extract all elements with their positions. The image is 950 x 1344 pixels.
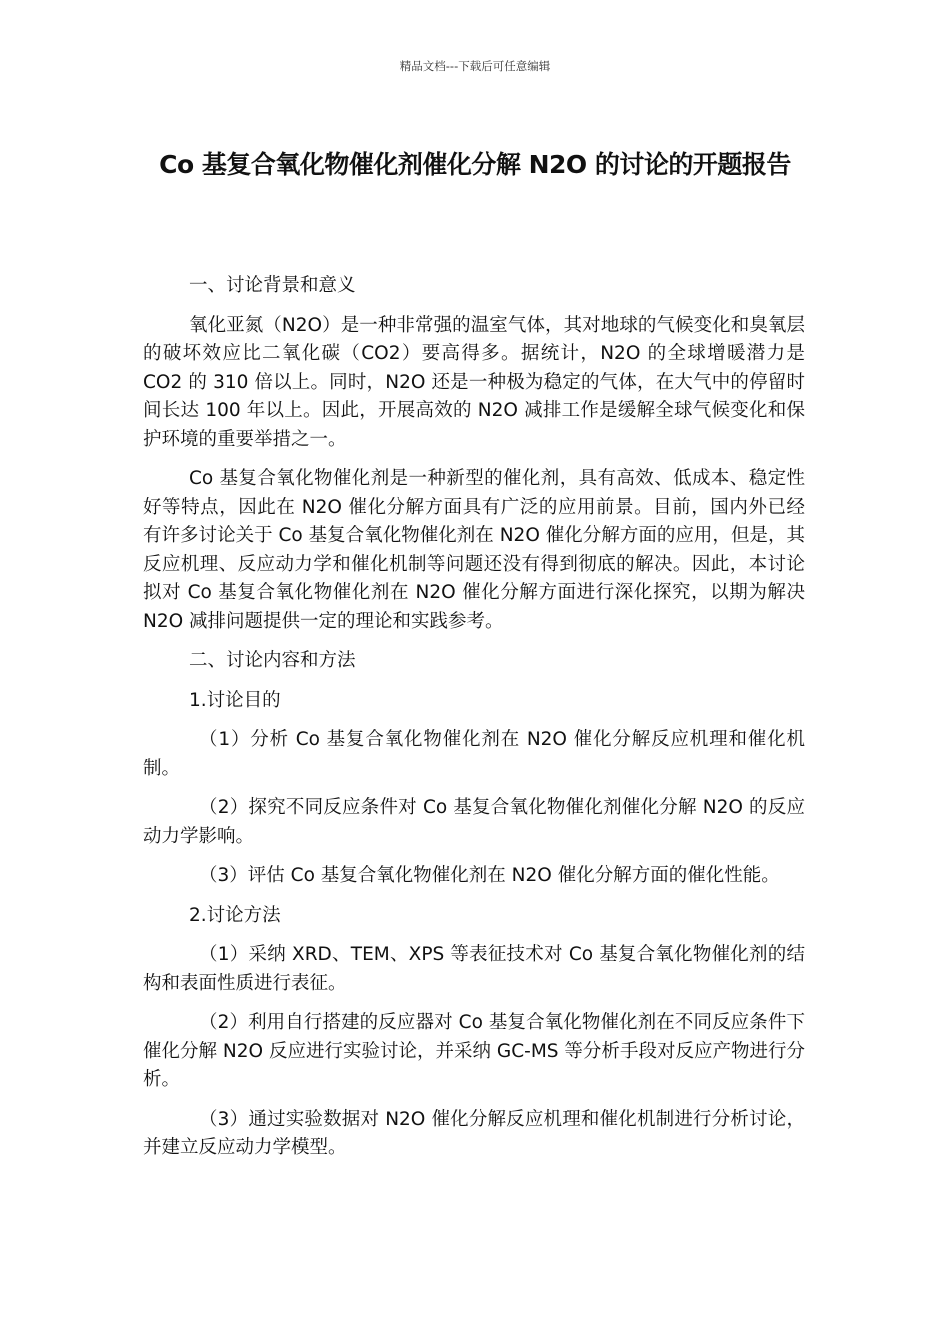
subsection1-heading: 1.讨论目的: [189, 689, 281, 711]
method-item-3: （3）通过实验数据对 N2O 催化分解反应机理和催化机制进行分析讨论，并建立反应动力学模型。: [143, 1108, 805, 1158]
document-body: [143, 272, 805, 1174]
document-title: Co 基复合氧化物催化剂催化分解 N2O 的讨论的开题报告: [159, 150, 791, 179]
section1-heading: 一、讨论背景和意义: [189, 275, 356, 296]
section1-paragraph-2: Co 基复合氧化物催化剂是一种新型的催化剂，具有高效、低成本、稳定性好等特点，因此在 N2O 催化分解方面具有广泛的应用前景。目前，国内外已经有许多讨论关于 Co 基复合氧化物催化剂在 N2O 催化分解方面的应用，但是，其反应机理、反应动力学和催化机制等问题还没有得到彻底的解决。因此，本讨论拟对 Co 基复合氧化物催化剂在 N2O 催化分解方面进行深化探究，以期为解决 N2O 减排问题提供一定的理论和实践参考。: [143, 468, 805, 632]
subsection2-heading: 2.讨论方法: [189, 904, 281, 926]
goal-item-1: （1）分析 Co 基复合氧化物催化剂在 N2O 催化分解反应机理和催化机制。: [143, 729, 805, 779]
method-item-1: （1）采纳 XRD、TEM、XPS 等表征技术对 Co 基复合氧化物催化剂的结构和表面性质进行表征。: [143, 944, 805, 994]
section2-heading: 二、讨论内容和方法: [189, 650, 356, 671]
goal-item-3: （3）评估 Co 基复合氧化物催化剂在 N2O 催化分解方面的催化性能。: [199, 865, 780, 886]
section1-paragraph-1: 氧化亚氮（N2O）是一种非常强的温室气体，其对地球的气候变化和臭氧层的破坏效应比二氧化碳（CO2）要高得多。据统计，N2O 的全球增暖潜力是 CO2 的 310 倍以上。同时，N2O 还是一种极为稳定的气体，在大气中的停留时间长达 100 年以上。因此，开展高效的 N2O 减排工作是缓解全球气候变化和保护环境的重要举措之一。: [143, 314, 805, 450]
goal-item-2: （2）探究不同反应条件对 Co 基复合氧化物催化剂催化分解 N2O 的反应动力学影响。: [143, 797, 805, 847]
method-item-2: （2）利用自行搭建的反应器对 Co 基复合氧化物催化剂在不同反应条件下催化分解 N2O 反应进行实验讨论，并采纳 GC-MS 等分析手段对反应产物进行分析。: [143, 1012, 805, 1090]
page-header: 精品文档---下载后可任意编辑: [399, 59, 551, 73]
